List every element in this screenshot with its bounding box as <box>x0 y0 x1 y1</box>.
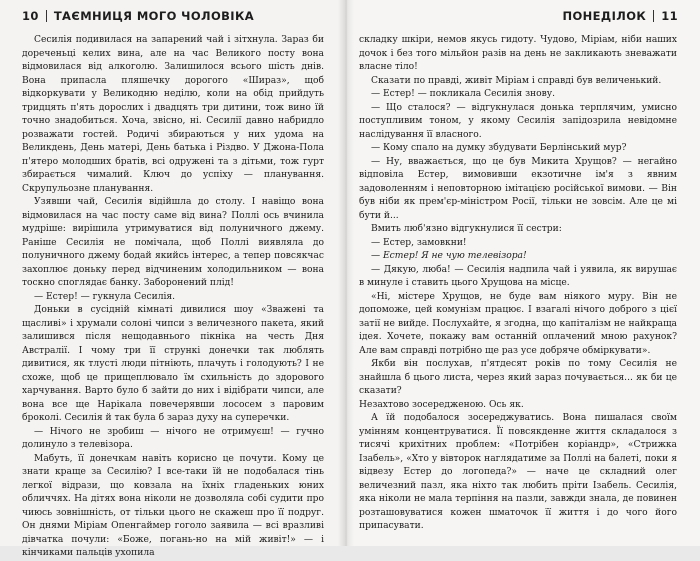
paragraph: — Естер! — покликала Сесилія знову. <box>371 89 556 99</box>
paragraph: Узявши чай, Сесилія відійшла до столу. І навіщо вона відмовилася на час посту саме від вина? Поллі ось вчинила мудріше: вирішила утримуватися від полуничного джему. Раніше Сесилія не помічала, щоб Поллі виявляла до полуничного джему бодай якийсь інтерес, а тепер повсякчас захоплює доньку перед відчиненим холодильником — вона тоскно споглядає банку. Заборонений плід! <box>22 197 324 288</box>
right-running-title: ПОНЕДІЛОК <box>562 9 647 23</box>
paragraph: — Ну, вважається, що це був Микита Хрущов? — негайно відповіла Естер, вимовивши екзотичне ім'я з явним задоволенням і неповторною імітацією російської вимови. — Він був ніби як прем'єр-міністром Росії, тільки не зовсім. Але це мі бути й... <box>359 156 677 221</box>
header-separator <box>653 10 654 22</box>
paragraph: складку шкіри, немов якусь гидоту. Чудово, Міріам, ніби наших дочок і без того мільйон разів на день не закликають зневажати власне тіло! <box>359 35 677 72</box>
paragraph: — Кому спало на думку збудувати Берлінський мур? <box>371 143 627 153</box>
paragraph: А їй подобалося зосереджуватись. Вона пишалася своїм умінням концентруватися. Її повсякденне життя складалося з тисячі крихітних проблем: «Потрібен коріандр», «Стрижка Ізабель», «Хто у вівторок наглядатиме за Поллі на балеті, поки я відвезу Естер до логопеда?» — наче це складний олег величезний пазл, яка ніхто так любить пріти Ізабель. Сесилія, яка ніколи не мала терпіння на пазли, завжди знала, де повинен розташовуватися кожен шматочок її життя і до чого його припасувати. <box>359 413 677 531</box>
paragraph: Якби він послухав, п'ятдесят років по тому Сесилія не знайшла б цього листа, через який зараз почувається... як би це сказати? <box>359 359 677 396</box>
paragraph: — Дякую, люба! — Сесилія надпила чай і уявила, як вирушає в минуле і ставить цього Хрущова на місце. <box>359 264 677 288</box>
paragraph: — Естер, замовкни! <box>371 237 467 248</box>
paragraph: Вмить люб'язно відгукнулися її сестри: <box>371 224 562 234</box>
left-text-column <box>22 34 324 558</box>
left-page-number: 10 <box>22 9 39 23</box>
paragraph: Мабуть, її донечкам навіть корисно це почути. Кому це знати краще за Сесилію? І все-таки їй не подобалася тінь легкої відрази, що ковзала на їхніх гладеньких юних обличчях. На дітях вона ніколи не дозволяла собі судити про чиюсь зовнішність, от тільки цього не скажеш про її подруг. Он днями Міріам Опенгаймер гоголо заявила — всі вразливі дівчатка почули: «Боже, погань-но на мій живіт!» — і кінчиками пальців ухопила <box>22 453 324 558</box>
paragraph: Незахтово зосередженою. Ось як. <box>359 399 524 410</box>
left-page-header <box>22 9 254 23</box>
paragraph: Доньки в сусідній кімнаті дивилися шоу «Зважені та щасливі» і хрумали солоні чипси з величезного пакета, який залишився після нещодавнього пікніка на честь Дня Австралії. І чому три її стрункі донечки так люблять дивитися, як тлусті люди пітніють, плачуть і голодують? І не схоже, щоб це прищеплювало їм схильність до здорового харчування. Варто було б зайти до них і відібрати чипси, але вона все ще Нарікала повечерявши лососем з паровим броколі. Сесилія й так була б зараз духу на суперечки. <box>22 305 324 423</box>
paragraph: Сесилія подивилася на запарений чай і зітхнула. Зараз би дореченьці келих вина, але на час Великого посту вона відмовилася від алкоголю. Залишилося всього шість днів. Вона припасла пляшечку дорогого «Шираз», щоб відкоркувати у Великодню неділю, коли на обід прийдуть тридцять п'ять дорослих і двадцять три дитини, тож вино їй точно знадобиться. Хоча, звісно, ні. Сесилії давно набридло розважати гостей. Родичі збираються у них удома на Великдень, День матері, День батька і Різдво. У Джона-Пола п'ятеро молодших братів, всі одружені та з дітьми, тож гурт збирається чималий. Ключ до успіху — планування. Скрупульозне планування. <box>22 35 324 194</box>
header-separator <box>46 10 47 22</box>
paragraph: «Ні, містере Хрущов, не буде вам ніякого муру. Він не допоможе, цей комунізм працює. І взагалі нічого доброго з цієї затії не вийде. Послухайте, я згодна, що капіталізм не найкраща ідея. Хочете, покажу вам останній оплачений мною рахунок? Але вам справді потрібно ще раз усе добряче обміркувати». <box>359 291 677 356</box>
right-page-header <box>562 9 678 23</box>
paragraph: Сказати по правді, живіт Міріам і справді був величенький. <box>371 75 662 86</box>
right-text-column <box>359 34 677 542</box>
paragraph: — Що сталося? — відгукнулася донька терплячим, умисно поступливим тоном, у якому Сесилія запідозрила невідомне наслідування її власного. <box>359 102 677 140</box>
left-page <box>0 0 345 558</box>
book-gutter-shadow <box>338 0 354 546</box>
paragraph: — Нічого не зробиш — нічого не отримуєш! — гучно долинуло з телевізора. <box>22 426 324 450</box>
right-page-number: 11 <box>661 9 678 23</box>
left-running-title: ТАЄМНИЦЯ МОГО ЧОЛОВІКА <box>53 9 255 23</box>
paragraph: — Естер! Я не чую телевізора! <box>371 251 527 261</box>
right-page <box>345 0 700 546</box>
paragraph: — Естер! — гукнула Сесилія. <box>34 291 176 302</box>
